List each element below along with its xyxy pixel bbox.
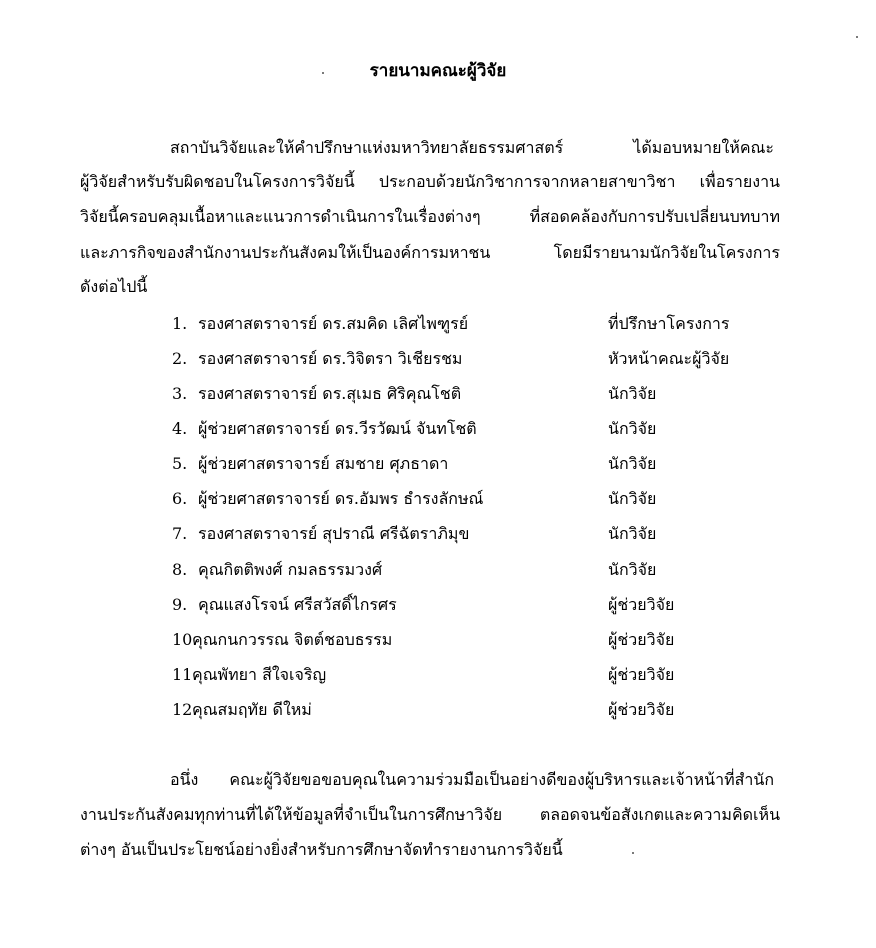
closing-line-3: ต่างๆ อันเป็นประโยชน์อย่างยิ่งสำหรับการศึกษาจัดทำรายงานการวิจัยนี้ [80, 840, 563, 859]
member-role: ผู้ช่วยวิจัย [608, 700, 675, 719]
member-name: รองศาสตราจารย์ สุปราณี ศรีฉัตราภิมุข [198, 524, 470, 543]
member-row [172, 482, 792, 516]
member-name: คุณกนกวรรณ จิตต์ชอบธรรม [192, 630, 393, 649]
member-number: 12. [172, 700, 198, 719]
scan-speck [632, 852, 634, 854]
member-name: ผู้ช่วยศาสตราจารย์ ดร.อัมพร ธำรงลักษณ์ [198, 489, 484, 508]
intro-line-2: ผู้วิจัยสำหรับรับผิดชอบในโครงการวิจัยนี้ ประกอบด้วยนักวิชาการจากหลายสาขาวิชา เพื่อรายงาน [80, 172, 780, 191]
member-number: 4. [172, 419, 188, 438]
scan-speck [322, 72, 324, 74]
member-name: ผู้ช่วยศาสตราจารย์ ดร.วีรวัฒน์ จันทโชติ [198, 419, 477, 438]
member-role: นักวิจัย [608, 524, 657, 543]
member-number: 2. [172, 349, 188, 368]
member-row [172, 447, 792, 481]
member-row [172, 588, 792, 622]
member-row [172, 517, 792, 551]
member-role: หัวหน้าคณะผู้วิจัย [608, 349, 730, 368]
member-name: คุณแสงโรจน์ ศรีสวัสดิ์ไกรศร [198, 595, 397, 614]
page-title: รายนามคณะผู้วิจัย [369, 61, 507, 81]
member-role: นักวิจัย [608, 454, 657, 473]
member-number: 5. [172, 454, 188, 473]
member-role: นักวิจัย [608, 419, 657, 438]
member-role: ผู้ช่วยวิจัย [608, 665, 675, 684]
member-number: 1. [172, 314, 188, 333]
member-row [172, 623, 792, 657]
member-number: 6. [172, 489, 188, 508]
member-number: 9. [172, 595, 188, 614]
member-role: นักวิจัย [608, 489, 657, 508]
member-row [172, 412, 792, 446]
member-name: คุณสมฤทัย ดีใหม่ [192, 700, 312, 719]
member-row [172, 553, 792, 587]
member-name: รองศาสตราจารย์ ดร.วิจิตรา วิเชียรชม [198, 349, 463, 368]
member-name: คุณพัทยา สีใจเจริญ [192, 665, 327, 684]
closing-line-1: อนึ่ง คณะผู้วิจัยขอขอบคุณในความร่วมมือเป็นอย่างดีของผู้บริหารและเจ้าหน้าที่สำนัก [170, 770, 774, 789]
intro-line-3: วิจัยนี้ครอบคลุมเนื้อหาและแนวการดำเนินการในเรื่องต่างๆ ที่สอดคล้องกับการปรับเปลี่ยนบทบาท [80, 207, 780, 226]
member-role: ผู้ช่วยวิจัย [608, 595, 675, 614]
member-role: นักวิจัย [608, 560, 657, 579]
member-row [172, 377, 792, 411]
member-role: ผู้ช่วยวิจัย [608, 630, 675, 649]
closing-line-2: งานประกันสังคมทุกท่านที่ได้ให้ข้อมูลที่จำเป็นในการศึกษาวิจัย ตลอดจนข้อสังเกตและความคิดเห็น [80, 805, 780, 824]
member-number: 3. [172, 384, 188, 403]
intro-line-4: และภารกิจของสำนักงานประกันสังคมให้เป็นองค์การมหาชน โดยมีรายนามนักวิจัยในโครงการ [80, 243, 780, 262]
member-number: 8. [172, 560, 188, 579]
member-name: รองศาสตราจารย์ ดร.สมคิด เลิศไพฑูรย์ [198, 314, 469, 333]
member-name: รองศาสตราจารย์ ดร.สุเมธ ศิริคุณโชติ [198, 384, 462, 403]
member-row [172, 307, 792, 341]
member-name: ผู้ช่วยศาสตราจารย์ สมชาย ศุภธาดา [198, 454, 449, 473]
member-role: ที่ปรึกษาโครงการ [608, 314, 730, 333]
member-number: 11. [172, 665, 198, 684]
member-row [172, 693, 792, 727]
member-role: นักวิจัย [608, 384, 657, 403]
intro-line-5: ดังต่อไปนี้ [80, 277, 148, 296]
member-number: 10. [172, 630, 198, 649]
intro-line-1: สถาบันวิจัยและให้คำปรึกษาแห่งมหาวิทยาลัยธรรมศาสตร์ ได้มอบหมายให้คณะ [170, 138, 774, 157]
member-row [172, 658, 792, 692]
member-row [172, 342, 792, 376]
scan-speck [856, 36, 858, 38]
member-name: คุณกิตติพงศ์ กมลธรรมวงศ์ [198, 560, 383, 579]
member-number: 7. [172, 524, 188, 543]
